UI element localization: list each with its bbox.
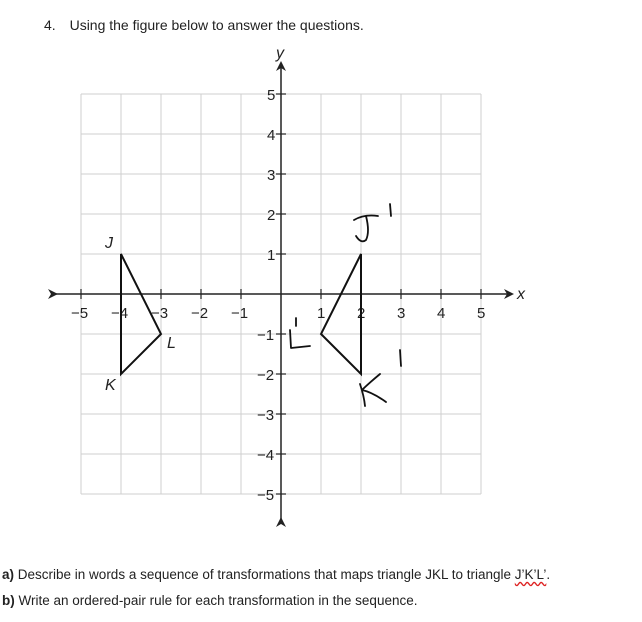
y-tick-label: 5 <box>267 87 276 104</box>
x-tick-label: 4 <box>437 305 446 322</box>
y-tick-label: −5 <box>257 487 275 504</box>
part-a-question <box>2 567 550 582</box>
question-text: Using the figure below to answer the questions. <box>69 17 364 33</box>
handwritten-j-prime <box>354 216 378 242</box>
vertex-label-k: K <box>105 377 116 394</box>
part-b-text: Write an ordered-pair rule for each transformation in the sequence. <box>18 593 418 608</box>
x-tick-label: 3 <box>397 305 406 322</box>
y-tick-label: −3 <box>257 407 275 424</box>
handwritten-k-prime <box>360 374 386 406</box>
x-tick-label: −3 <box>151 305 169 322</box>
x-tick-label: −4 <box>111 305 129 322</box>
handwritten-labels <box>290 204 401 406</box>
y-tick-label: −2 <box>257 367 275 384</box>
x-axis-label: x <box>517 286 525 303</box>
y-tick-label: 3 <box>267 167 276 184</box>
part-a-label: a) <box>2 567 15 582</box>
handwritten-prime-k <box>400 350 401 366</box>
y-tick-label: −1 <box>257 327 275 344</box>
triangle-jkl-prime <box>321 254 361 374</box>
x-tick-label: −5 <box>71 305 89 322</box>
x-tick-label: −2 <box>191 305 209 322</box>
part-b-question <box>2 593 417 608</box>
x-tick-label: 5 <box>477 305 486 322</box>
y-axis-label: y <box>276 45 284 62</box>
ticks <box>71 87 485 504</box>
y-tick-label: 4 <box>267 127 276 144</box>
vertex-label-j: J <box>105 235 113 252</box>
axes <box>53 45 526 522</box>
handwritten-prime-j <box>390 204 391 216</box>
part-b-label: b) <box>2 593 15 608</box>
x-tick-label: 2 <box>357 305 366 322</box>
x-tick-label: 1 <box>317 305 326 322</box>
x-tick-label: −1 <box>231 305 249 322</box>
question-number: 4. <box>44 17 56 33</box>
part-a-target: J’K’L’ <box>514 567 547 582</box>
part-a-text: Describe in words a sequence of transformations that maps triangle JKL to triangle <box>17 567 515 582</box>
handwritten-l-prime <box>290 330 310 348</box>
y-tick-label: 1 <box>267 247 276 264</box>
vertex-label-l: L <box>167 335 176 352</box>
part-a-end: . <box>546 567 551 582</box>
y-tick-label: −4 <box>257 447 275 464</box>
y-tick-label: 2 <box>267 207 276 224</box>
